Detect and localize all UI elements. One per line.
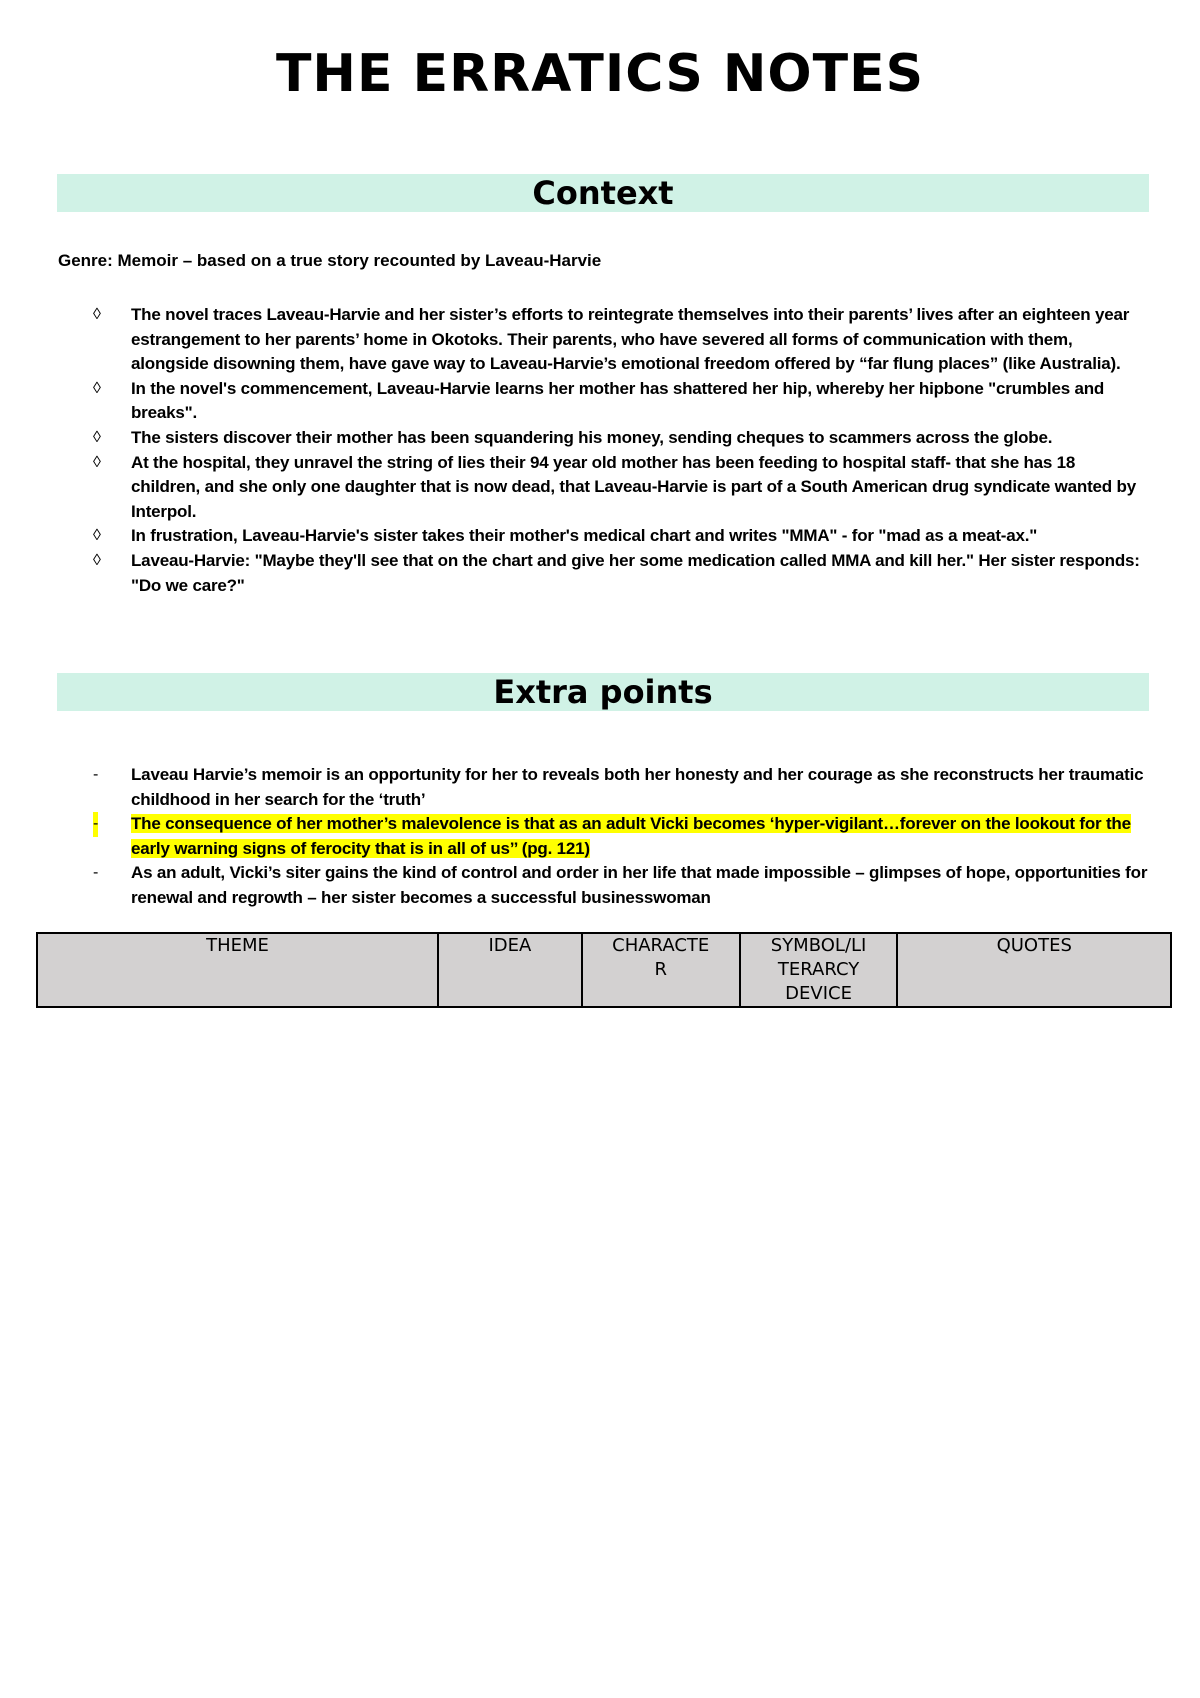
diamond-bullet-icon: ◊ (93, 379, 101, 397)
list-item (0, 861, 1200, 910)
dash-bullet-icon: - (93, 864, 99, 882)
list-item-text: The novel traces Laveau-Harvie and her sister’s efforts to reintegrate themselves into their parents’ lives after an eighteen year estrangement to her parents’ home in Okotoks. Their parents, who have severed all forms of communication with them, alongside disowning them, have gave way to Laveau-Harvie’s emotional freedom offered by “far flung places” (like Australia). (131, 305, 1130, 374)
header-theme: THEME (37, 933, 438, 1007)
list-item (0, 524, 1200, 549)
list-item (0, 451, 1200, 525)
list-item-text: Laveau-Harvie: "Maybe they'll see that on the chart and give her some medication called MMA and kill her." Her sister responds: "Do we care?" (131, 550, 1140, 595)
header-character: CHARACTE R (582, 933, 740, 1007)
header-symbol-literary-device: SYMBOL/LI TERARCY DEVICE (740, 933, 898, 1007)
extra-points-list (0, 763, 1200, 911)
diamond-bullet-icon: ◊ (93, 428, 101, 446)
list-item (0, 303, 1200, 377)
diamond-bullet-icon: ◊ (93, 527, 101, 545)
list-item-text: In the novel's commencement, Laveau-Harvie learns her mother has shattered her hip, whereby her hipbone "crumbles and breaks". (131, 378, 1105, 423)
notes-table (36, 932, 1172, 1008)
context-bullet-list (0, 303, 1200, 598)
diamond-bullet-icon: ◊ (93, 551, 101, 569)
dash-bullet-icon: - (93, 812, 98, 837)
section-heading-extra-points: Extra points (57, 673, 1149, 711)
list-item (0, 377, 1200, 426)
section-heading-context: Context (57, 174, 1149, 212)
highlighted-text: The consequence of her mother’s malevolence is that as an adult Vicki becomes ‘hyper-vigilant…forever on the lookout for the early warning signs of ferocity that is in all of us’’ (pg. 121) (131, 814, 1131, 858)
list-item-text: As an adult, Vicki’s siter gains the kind of control and order in her life that made impossible – glimpses of hope, opportunities for renewal and regrowth – her sister becomes a successful businesswoman (131, 863, 1148, 907)
header-idea: IDEA (438, 933, 582, 1007)
list-item-text: In frustration, Laveau-Harvie's sister takes their mother's medical chart and writes "MMA" - for "mad as a meat-ax." (131, 526, 1038, 546)
diamond-bullet-icon: ◊ (93, 453, 101, 471)
list-item-text: At the hospital, they unravel the string of lies their 94 year old mother has been feeding to hospital staff- that she has 18 children, and she only one daughter that is now dead, that Laveau-Harvie is part of a South American drug syndicate wanted by Interpol. (131, 452, 1136, 521)
diamond-bullet-icon: ◊ (93, 306, 101, 323)
header-quotes: QUOTES (897, 933, 1171, 1007)
list-item-text: The sisters discover their mother has been squandering his money, sending cheques to scammers across the globe. (131, 427, 1053, 447)
dash-bullet-icon: - (93, 766, 99, 783)
list-item-highlighted (0, 812, 1200, 861)
list-item (0, 426, 1200, 451)
genre-line: Genre: Memoir – based on a true story recounted by Laveau-Harvie (58, 251, 602, 270)
list-item (0, 763, 1200, 812)
document-title: THE ERRATICS NOTES (275, 44, 925, 104)
list-item (0, 549, 1200, 598)
list-item-text: Laveau Harvie’s memoir is an opportunity for her to reveals both her honesty and her courage as she reconstructs her traumatic childhood in her search for the ‘truth’ (131, 765, 1144, 809)
table-header-row (37, 933, 1171, 1007)
